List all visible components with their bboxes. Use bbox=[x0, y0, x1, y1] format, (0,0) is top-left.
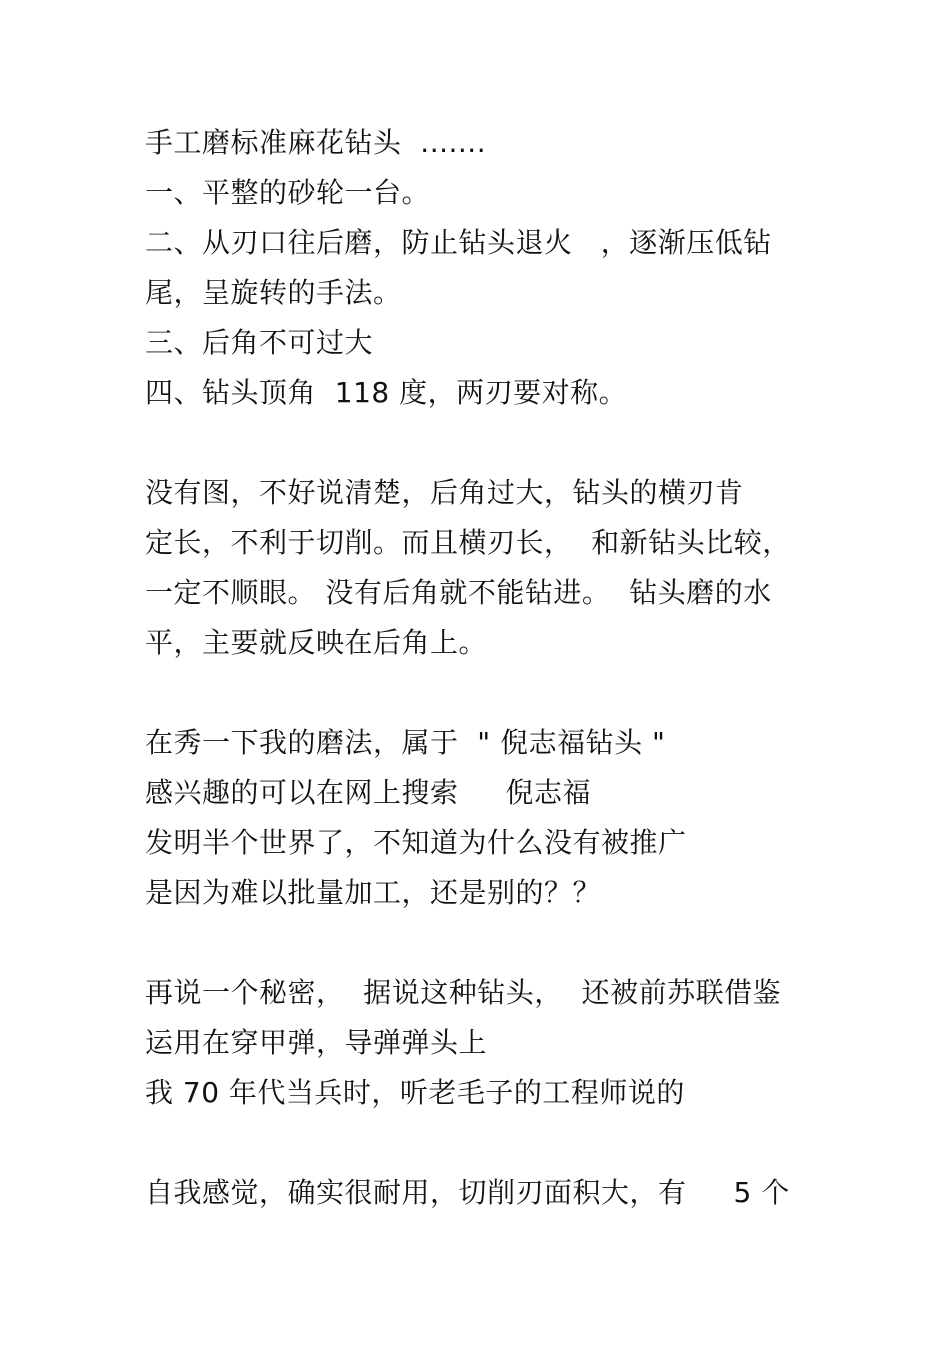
paragraph-gap bbox=[145, 418, 825, 468]
text-line: 我 70 年代当兵时，听老毛子的工程师说的 bbox=[145, 1076, 685, 1109]
text-line: 在秀一下我的磨法，属于 " 倪志福钻头 " bbox=[145, 726, 666, 759]
text-line-title: 手工磨标准麻花钻头 ....... bbox=[145, 126, 487, 159]
text-line: 尾，呈旋转的手法。 bbox=[145, 276, 402, 309]
paragraph-gap bbox=[145, 918, 825, 968]
document-body bbox=[145, 118, 825, 1218]
text-line: 一、平整的砂轮一台。 bbox=[145, 176, 431, 209]
text-line: 二、从刃口往后磨，防止钻头退火 ，逐渐压低钻 bbox=[145, 226, 772, 259]
text-line: 感兴趣的可以在网上搜索 倪志福 bbox=[145, 776, 592, 809]
text-line: 再说一个秘密， 据说这种钻头， 还被前苏联借鉴 bbox=[145, 976, 782, 1009]
text-line: 三、后角不可过大 bbox=[145, 326, 374, 359]
text-line: 自我感觉，确实很耐用，切削刃面积大，有 5 个 bbox=[145, 1176, 790, 1209]
paragraph-gap bbox=[145, 668, 825, 718]
text-line: 定长，不利于切削。而且横刃长， 和新钻头比较， bbox=[145, 526, 791, 559]
text-line: 没有图，不好说清楚，后角过大，钻头的横刃肯 bbox=[145, 476, 744, 509]
text-line: 是因为难以批量加工，还是别的？？ bbox=[145, 876, 602, 909]
text-line: 发明半个世界了，不知道为什么没有被推广 bbox=[145, 826, 687, 859]
text-line: 平，主要就反映在后角上。 bbox=[145, 626, 488, 659]
text-line: 四、钻头顶角 118 度，两刃要对称。 bbox=[145, 376, 628, 409]
text-line: 一定不顺眼。 没有后角就不能钻进。 钻头磨的水 bbox=[145, 576, 772, 609]
text-line: 运用在穿甲弹，导弹弹头上 bbox=[145, 1026, 488, 1059]
paragraph-gap bbox=[145, 1118, 825, 1168]
